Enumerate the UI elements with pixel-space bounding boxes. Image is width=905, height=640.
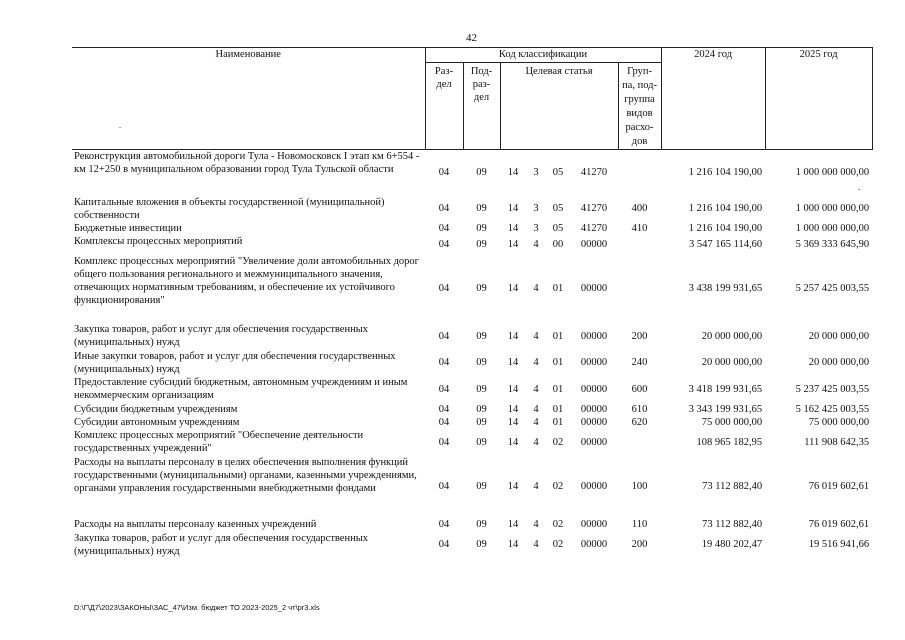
row-y2024: 108 965 182,95	[696, 436, 763, 448]
row-name: Бюджетные инвестиции	[74, 222, 182, 234]
row-pr: 09	[476, 357, 487, 368]
row-cs1: 14	[507, 436, 519, 448]
row-cs3: 02	[552, 481, 564, 492]
row-y2025: 20 000 000,00	[808, 330, 870, 342]
row-y2024: 1 216 104 190,00	[688, 222, 763, 234]
table-row	[72, 403, 872, 416]
row-y2024: 3 547 165 114,60	[688, 239, 763, 250]
row-cs1: 14	[507, 539, 519, 550]
row-cs2: 4	[533, 357, 539, 368]
row-pr: 09	[476, 436, 487, 448]
row-rz: 04	[438, 330, 450, 342]
row-vr: 600	[631, 383, 648, 395]
row-rz: 04	[438, 519, 450, 530]
row-y2024: 1 216 104 190,00	[688, 167, 763, 179]
page-number: 42	[466, 32, 477, 44]
row-cs4: 00000	[580, 330, 608, 342]
row-cs4: 00000	[580, 403, 608, 415]
row-vr: 400	[631, 203, 648, 214]
row-cs4: 41270	[580, 203, 608, 214]
row-pr: 09	[476, 222, 487, 234]
row-y2024: 19 480 202,47	[701, 539, 763, 550]
row-name: Реконструкция автомобильной дороги Тула - Новомосковск I этап км 6+554 - км 12+250 в муниципальном образовании город Тула Тульской области	[74, 151, 420, 175]
table-row	[72, 350, 872, 376]
table-row	[72, 196, 872, 222]
row-rz: 04	[438, 357, 450, 368]
row-cs4: 41270	[580, 222, 608, 234]
row-rz: 04	[438, 203, 450, 214]
row-cs3: 05	[552, 203, 564, 214]
table-body	[72, 150, 872, 558]
row-name: Закупка товаров, работ и услуг для обеспечения государственных (муниципальных) нужд	[74, 532, 369, 557]
row-cs4: 00000	[580, 416, 608, 428]
row-cs2: 4	[533, 481, 539, 492]
footer-file-path: D:\Г\Д7\2023\ЗАКОНЫ\ЗАС_47\Изм. бюджет ТО 2023-2025_2 чт\pr3.xls	[74, 603, 320, 612]
table-row	[72, 456, 872, 518]
budget-table	[72, 47, 873, 558]
row-cs4: 00000	[580, 283, 608, 294]
table-row	[72, 429, 872, 456]
row-vr: 240	[631, 357, 648, 368]
row-y2025: 5 237 425 003,55	[795, 383, 870, 395]
row-cs2: 4	[533, 436, 539, 448]
row-pr: 09	[476, 416, 487, 428]
row-vr	[618, 255, 661, 323]
header-group: Груп- па, под- группа видов расхо- дов	[618, 63, 661, 150]
row-cs1: 14	[507, 357, 519, 368]
row-vr	[618, 235, 661, 255]
row-name: Предоставление субсидий бюджетным, автономным учреждениям и иным некоммерческим организациям	[74, 376, 408, 401]
row-y2025: 5 369 333 645,90	[795, 239, 870, 250]
row-name: Расходы на выплаты персоналу в целях обеспечения выполнения функций государственными (муниципальными) органами, казенными учреждениями, органами управления государственными внебюджетными фондами	[74, 456, 417, 494]
row-name: Комплексы процессных мероприятий	[74, 235, 243, 247]
header-subsection: Под- раз- дел	[463, 63, 500, 150]
row-cs4: 00000	[580, 519, 608, 530]
row-y2024: 3 438 199 931,65	[688, 283, 763, 294]
row-cs3: 02	[552, 519, 564, 530]
row-pr: 09	[476, 539, 487, 550]
row-cs4: 00000	[580, 539, 608, 550]
row-name: Комплекс процессных мероприятий "Обеспечение деятельности государственных учреждений"	[74, 429, 364, 454]
row-rz: 04	[438, 436, 450, 448]
row-cs2: 3	[533, 222, 539, 234]
row-pr: 09	[476, 519, 487, 530]
row-name: Закупка товаров, работ и услуг для обеспечения государственных (муниципальных) нужд	[74, 323, 369, 348]
row-cs3: 01	[552, 330, 564, 342]
row-cs4: 00000	[580, 436, 608, 448]
row-name: Субсидии бюджетным учреждениям	[74, 403, 238, 415]
table-row	[72, 518, 872, 532]
row-cs4: 00000	[580, 239, 608, 250]
row-cs1: 14	[507, 383, 519, 395]
row-vr: 200	[631, 539, 648, 550]
row-cs1: 14	[507, 330, 519, 342]
row-rz: 04	[438, 403, 450, 415]
row-cs1: 14	[507, 222, 519, 234]
row-cs1: 14	[507, 239, 519, 250]
row-y2024: 20 000 000,00	[701, 357, 763, 368]
table-header	[72, 48, 872, 150]
row-cs1: 14	[507, 403, 519, 415]
row-rz: 04	[438, 283, 450, 294]
row-vr: 620	[631, 416, 648, 428]
table-row	[72, 323, 872, 350]
row-cs1: 14	[507, 519, 519, 530]
row-y2024: 3 418 199 931,65	[688, 383, 763, 395]
row-cs2: 4	[533, 283, 539, 294]
row-rz: 04	[438, 383, 450, 395]
row-vr: 610	[631, 403, 648, 415]
row-y2025: 76 019 602,61	[808, 481, 870, 492]
table-row	[72, 376, 872, 403]
row-cs1: 14	[507, 416, 519, 428]
row-y2025: 19 516 941,66	[808, 539, 870, 550]
row-cs2: 4	[533, 416, 539, 428]
row-vr: 110	[631, 519, 648, 530]
row-cs2: 4	[533, 239, 539, 250]
row-y2024: 3 343 199 931,65	[688, 403, 763, 415]
row-cs3: 01	[552, 416, 564, 428]
row-y2025: 75 000 000,00	[808, 416, 870, 428]
row-cs1: 14	[507, 203, 519, 214]
row-pr: 09	[476, 330, 487, 342]
row-cs3: 01	[552, 283, 564, 294]
row-vr: 200	[631, 330, 648, 342]
row-cs1: 14	[507, 283, 519, 294]
row-cs4: 00000	[580, 357, 608, 368]
row-vr	[618, 429, 661, 456]
table-row	[72, 416, 872, 429]
table-row	[72, 235, 872, 255]
row-cs4: 41270	[580, 167, 608, 179]
row-cs3: 01	[552, 403, 564, 415]
row-cs2: 3	[533, 167, 539, 179]
header-year-2025: 2025 год	[765, 48, 872, 150]
row-pr: 09	[476, 403, 487, 415]
row-cs4: 00000	[580, 383, 608, 395]
header-year-2024: 2024 год	[661, 48, 765, 150]
row-cs3: 02	[552, 539, 564, 550]
row-vr: 100	[631, 481, 648, 492]
header-section: Раз- дел	[425, 63, 463, 150]
row-rz: 04	[438, 222, 450, 234]
row-y2024: 73 112 882,40	[702, 481, 763, 492]
row-y2025: 1 000 000 000,00	[795, 222, 870, 234]
row-pr: 09	[476, 239, 487, 250]
row-rz: 04	[438, 239, 450, 250]
row-rz: 04	[438, 167, 450, 179]
row-pr: 09	[476, 283, 487, 294]
row-cs3: 01	[552, 357, 564, 368]
row-cs3: 02	[552, 436, 564, 448]
table-row	[72, 532, 872, 558]
scan-dot-mark: .	[858, 182, 861, 192]
row-rz: 04	[438, 416, 450, 428]
row-y2025: 111 908 642,35	[804, 436, 870, 448]
row-y2024: 75 000 000,00	[701, 416, 763, 428]
row-vr: 410	[631, 222, 648, 234]
row-cs2: 4	[533, 330, 539, 342]
row-y2024: 1 216 104 190,00	[688, 203, 763, 214]
row-cs2: 4	[533, 519, 539, 530]
row-cs2: 3	[533, 203, 539, 214]
row-y2025: 20 000 000,00	[808, 357, 870, 368]
table-row	[72, 222, 872, 235]
table-row	[72, 255, 872, 323]
row-name: Иные закупки товаров, работ и услуг для обеспечения государственных (муниципальных) нужд	[74, 350, 396, 375]
row-cs4: 00000	[580, 481, 608, 492]
row-y2025: 5 257 425 003,55	[795, 283, 870, 294]
row-cs2: 4	[533, 403, 539, 415]
row-name: Субсидии автономным учреждениям	[74, 416, 240, 428]
row-rz: 04	[438, 481, 450, 492]
row-rz: 04	[438, 539, 450, 550]
row-y2024: 73 112 882,40	[702, 519, 763, 530]
header-name: Наименование .	[72, 48, 425, 150]
row-cs2: 4	[533, 539, 539, 550]
row-cs3: 05	[552, 222, 564, 234]
row-cs3: 05	[552, 167, 564, 179]
row-pr: 09	[476, 167, 487, 179]
row-y2025: 1 000 000 000,00	[795, 167, 870, 179]
row-y2024: 20 000 000,00	[701, 330, 763, 342]
row-pr: 09	[476, 481, 487, 492]
row-pr: 09	[476, 203, 487, 214]
row-name: Капитальные вложения в объекты государственной (муниципальной) собственности	[74, 196, 385, 221]
row-vr	[618, 150, 661, 196]
row-cs3: 00	[552, 239, 564, 250]
row-cs1: 14	[507, 481, 519, 492]
row-pr: 09	[476, 383, 487, 395]
row-name: Комплекс процессных мероприятий "Увеличение доли автомобильных дорог общего пользования регионального и межмуниципального значения, отвечающих нормативным требованиям, и обеспечение их устойчивого функционирования"	[74, 255, 419, 306]
header-classification: Код классификации	[425, 48, 661, 63]
table-row	[72, 150, 872, 196]
row-cs1: 14	[507, 167, 519, 179]
header-target-article: Целевая статья	[500, 63, 618, 150]
row-cs2: 4	[533, 383, 539, 395]
row-name: Расходы на выплаты персоналу казенных учреждений	[74, 518, 317, 530]
row-y2025: 1 000 000 000,00	[795, 203, 870, 214]
row-y2025: 5 162 425 003,55	[795, 403, 870, 415]
row-y2025: 76 019 602,61	[808, 519, 870, 530]
row-cs3: 01	[552, 383, 564, 395]
